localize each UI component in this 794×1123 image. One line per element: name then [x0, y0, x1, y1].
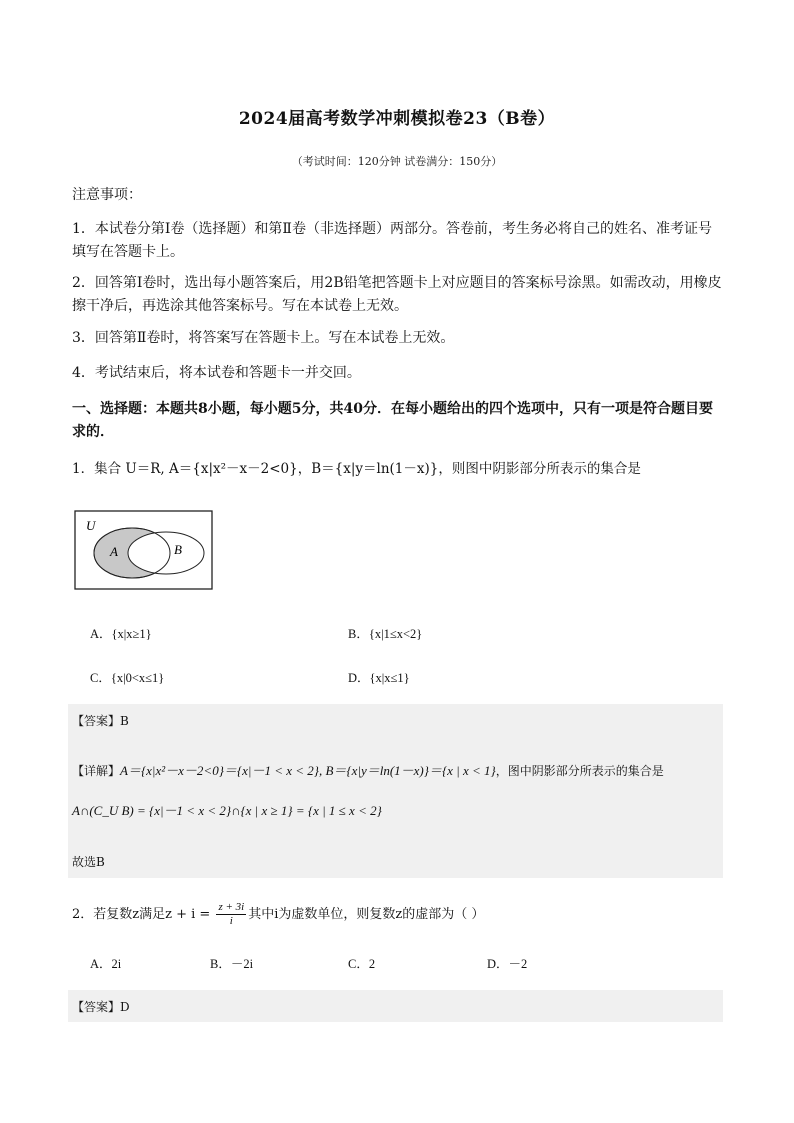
q1-detail-formula1: A＝{x|x²－x－2<0}＝{x|－1 < x < 2}, B＝{x|y＝ln(1－x)}＝{x | x < 1} [120, 763, 496, 778]
section-heading: 一、选择题：本题共8小题，每小题5分，共40分．在每小题给出的四个选项中，只有一项是符合题目要求的． [72, 401, 713, 440]
venn-label-u: U [86, 518, 96, 533]
venn-diagram [74, 510, 214, 592]
q2-stem [72, 901, 724, 933]
note-item-4: 4．考试结束后，将本试卷和答题卡一并交回。 [72, 365, 361, 381]
venn-set-b [128, 532, 204, 574]
q1-detail-line2: A∩(C_U B) = {x|－1 < x < 2}∩{x | x ≥ 1} = {x | 1 ≤ x < 2} [72, 803, 382, 818]
q2-option-a: A．2i [90, 957, 122, 971]
note-item-1: 1．本试卷分第Ⅰ卷（选择题）和第Ⅱ卷（非选择题）两部分。答卷前，考生务必将自己的姓名、准考证号填写在答题卡上。 [72, 221, 712, 260]
q1-stem: 1．集合 U＝R, A＝{x|x²－x－2<0}，B＝{x|y＝ln(1－x)}，则图中阴影部分所表示的集合是 [72, 461, 641, 477]
q1-option-d: D．{x|x≤1} [348, 671, 410, 685]
q2-option-c: C．2 [348, 957, 376, 971]
venn-label-a: A [110, 544, 118, 559]
q2-fraction [216, 901, 246, 928]
q2-answer: 【答案】D [72, 1000, 130, 1014]
q1-detail-label: 【详解】 [72, 764, 121, 778]
q2-fraction-den: i [229, 915, 233, 927]
q1-answer: 【答案】B [72, 714, 129, 728]
note-item-2: 2．回答第Ⅰ卷时，选出每小题答案后，用2B铅笔把答题卡上对应题目的答案标号涂黑。如需改动，用橡皮擦干净后，再选涂其他答案标号。写在本试卷上无效。 [72, 275, 722, 314]
exam-info: （考试时间：120分钟 试卷满分：150分） [291, 155, 503, 168]
page-title: 2024届高考数学冲刺模拟卷23（B卷） [238, 109, 556, 129]
q1-detail-tail: ，图中阴影部分所表示的集合是 [495, 764, 664, 778]
notes-heading: 注意事项： [72, 187, 142, 203]
venn-label-b: B [174, 542, 182, 557]
q2-option-b: B．－2i [210, 957, 254, 971]
q2-option-d: D．－2 [487, 957, 528, 971]
q2-stem-post: 其中i为虚数单位，则复数z的虚部为（ ） [248, 907, 485, 922]
q1-option-a: A．{x|x≥1} [90, 627, 152, 641]
note-item-3: 3．回答第Ⅱ卷时，将答案写在答题卡上。写在本试卷上无效。 [72, 330, 455, 346]
q1-detail-line1 [72, 759, 732, 783]
q2-stem-pre: 2．若复数z满足z + i = [72, 907, 215, 922]
q1-option-c: C．{x|0<x≤1} [90, 671, 165, 685]
q2-fraction-num: z + 3i [218, 901, 245, 913]
q1-option-b: B．{x|1≤x<2} [348, 627, 423, 641]
q1-conclusion: 故选B [72, 855, 105, 869]
